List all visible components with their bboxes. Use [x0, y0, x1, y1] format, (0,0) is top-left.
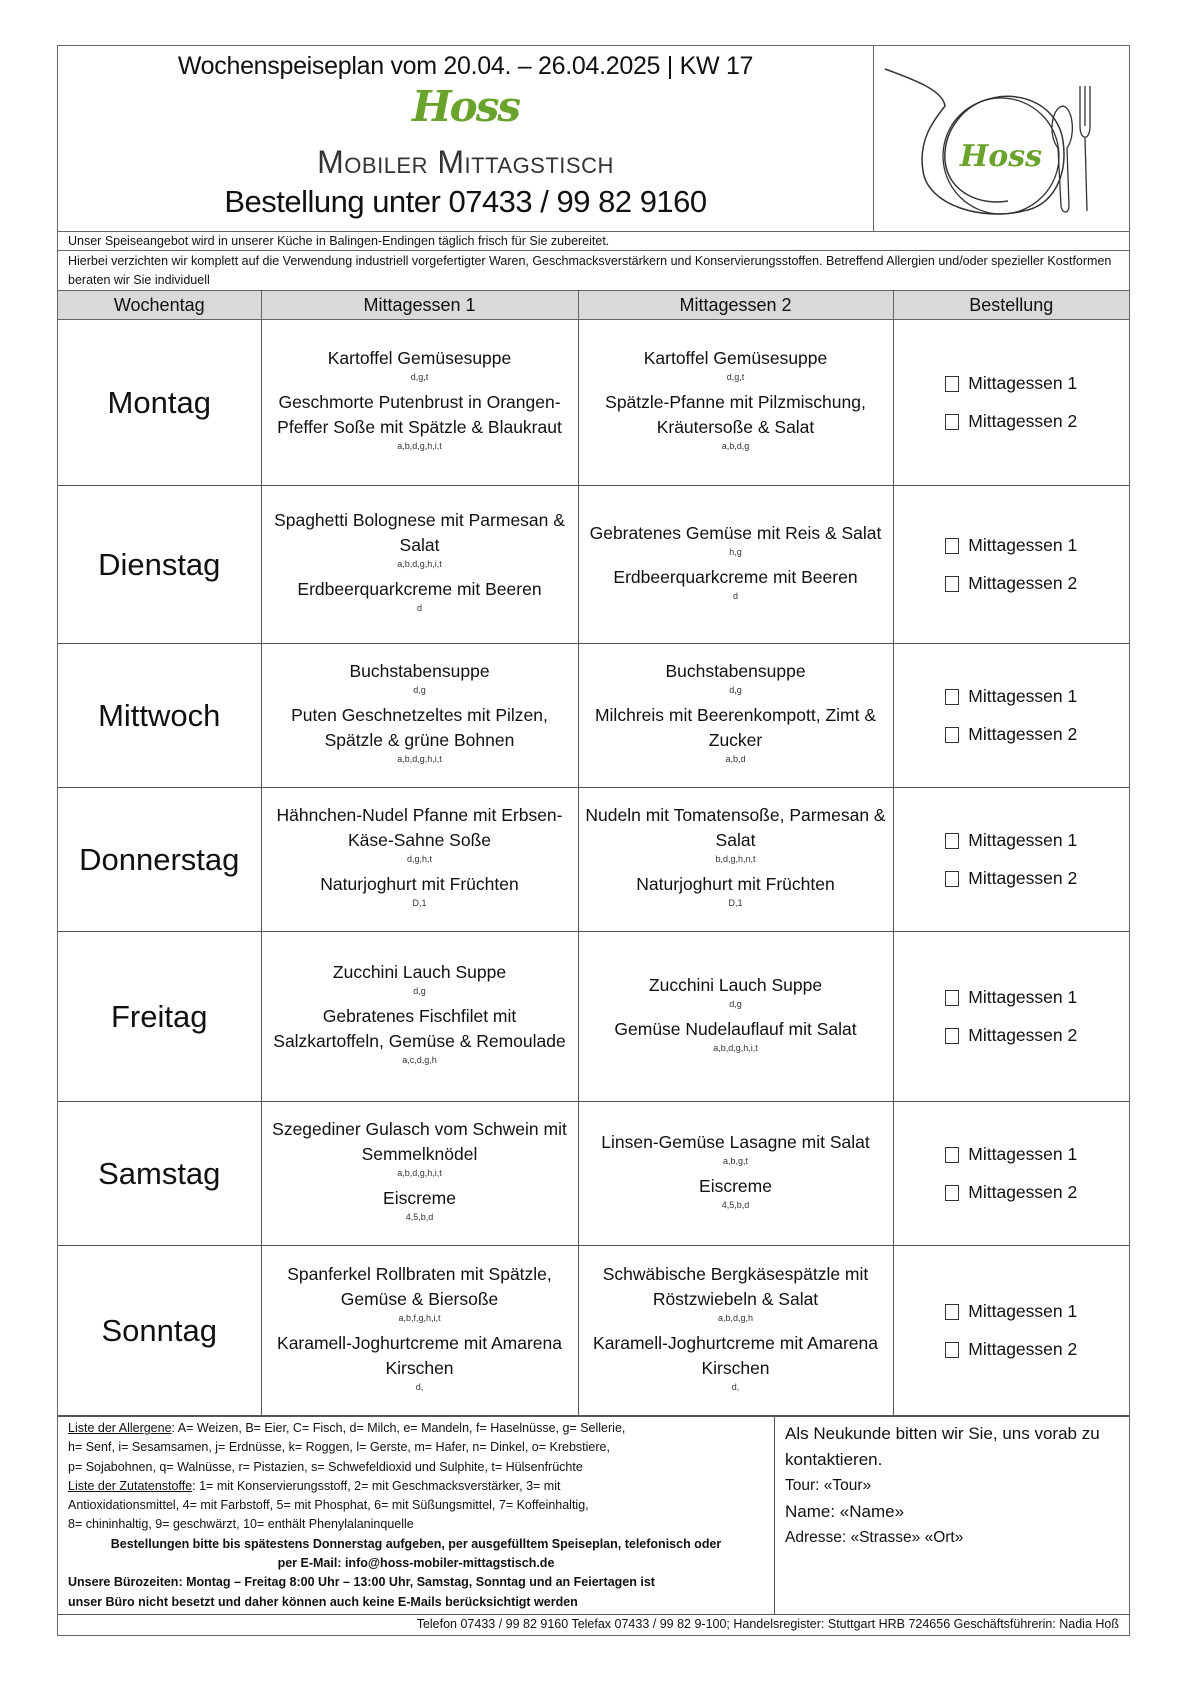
option-label: Mittagessen 2 [968, 724, 1078, 744]
dish-name: Naturjoghurt mit Früchten [636, 874, 835, 894]
option-label: Mittagessen 1 [968, 1301, 1078, 1321]
dish-name: Spätzle-Pfanne mit Pilzmischung, Kräutersoße & Salat [605, 392, 866, 437]
order-option-2[interactable] [900, 411, 1124, 432]
order-option-1[interactable] [900, 830, 1124, 851]
day-row [58, 644, 1129, 788]
allergen-codes: d,g [729, 998, 742, 1009]
meal-2-cell [578, 1102, 893, 1246]
allergen-codes: d, [415, 1381, 424, 1392]
dish-name: Eiscreme [383, 1188, 456, 1208]
header-text [58, 46, 874, 231]
checkbox[interactable] [945, 871, 959, 887]
meal-1-cell [261, 1246, 578, 1416]
order-option-2[interactable] [900, 1339, 1124, 1360]
checkbox[interactable] [945, 1147, 959, 1163]
order-option-1[interactable] [900, 1144, 1124, 1165]
allergen-codes: d,g,h,t [406, 854, 433, 864]
checkbox[interactable] [945, 990, 959, 1006]
dish-name: Buchstabensuppe [665, 661, 806, 681]
meal-2-cell [578, 932, 893, 1102]
option-label: Mittagessen 1 [968, 535, 1078, 555]
day-row [58, 1102, 1129, 1246]
order-cell [893, 1246, 1129, 1416]
day-row [58, 320, 1129, 486]
weekday-cell: Donnerstag [58, 788, 261, 932]
order-cell [893, 788, 1129, 932]
weekday-cell: Dienstag [58, 486, 261, 644]
checkbox[interactable] [945, 538, 959, 554]
allergen-codes: a,b,d,g,h [717, 1312, 754, 1323]
allergen-codes: a,b,d,g,h,i,t [397, 441, 442, 451]
checkbox[interactable] [945, 727, 959, 743]
allergen-codes: a,b,d,g [721, 441, 750, 451]
dish-name: Eiscreme [699, 1175, 772, 1196]
dish-name: Gemüse Nudelauflauf mit Salat [614, 1018, 857, 1039]
footer-notes [58, 1417, 775, 1614]
dish-name: Spaghetti Bolognese mit Parmesan & Salat [274, 510, 565, 555]
option-label: Mittagessen 2 [968, 1025, 1078, 1045]
option-label: Mittagessen 1 [968, 1144, 1078, 1164]
meal-1-cell [261, 932, 578, 1102]
allergen-codes: d, [731, 1381, 740, 1392]
logo-text: Hoss [959, 139, 1043, 174]
order-option-2[interactable] [900, 1025, 1124, 1046]
additive-text: Antioxidationsmittel, 4= mit Farbstoff, 5= mit Phosphat, 6= mit Süßungsmittel, 7= Koffeinhaltig, [68, 1498, 589, 1513]
meal-1-cell [261, 1102, 578, 1246]
meal-2-cell [578, 788, 893, 932]
office-hours: Unsere Bürozeiten: Montag – Freitag 8:00 Uhr – 13:00 Uhr, Samstag, Sonntag und an Feiertagen ist [68, 1575, 655, 1590]
tour-field: Tour: «Tour» [785, 1477, 872, 1494]
dish-name: Gebratenes Gemüse mit Reis & Salat [589, 522, 882, 543]
dish-name: Spanferkel Rollbraten mit Spätzle, Gemüse & Biersoße [287, 1263, 552, 1309]
allergen-codes: d,g,t [726, 372, 745, 382]
checkbox[interactable] [945, 1342, 959, 1358]
meal-1-cell [261, 486, 578, 644]
brand-logo: Hoss [412, 82, 519, 131]
dish-name: Gebratenes Fischfilet mit Salzkartoffeln, Gemüse & Remoulade [273, 1006, 566, 1051]
order-cell [893, 1102, 1129, 1246]
dish-name: Erdbeerquarkcreme mit Beeren [613, 566, 858, 587]
meal-2-cell [578, 644, 893, 788]
allergen-codes: a,b,d [725, 754, 746, 764]
weekday-cell: Sonntag [58, 1246, 261, 1416]
day-row [58, 1246, 1129, 1416]
additive-label: Liste der Zutatenstoffe [68, 1478, 193, 1493]
allergen-text: : A= Weizen, B= Eier, C= Fisch, d= Milch, e= Mandeln, f= Haselnüsse, g= Sellerie, [171, 1421, 626, 1435]
allergen-codes: a,c,d,g,h [402, 1055, 437, 1065]
dish-name: Puten Geschnetzeltes mit Pilzen, Spätzle & grüne Bohnen [291, 705, 548, 750]
dish-name: Naturjoghurt mit Früchten [320, 874, 519, 894]
customer-box [775, 1417, 1129, 1614]
dish-name: Kartoffel Gemüsesuppe [643, 348, 828, 368]
column-header-weekday: Wochentag [58, 291, 261, 320]
name-field: Name: «Name» [785, 1502, 905, 1521]
option-label: Mittagessen 2 [968, 573, 1078, 593]
order-option-1[interactable] [900, 987, 1124, 1008]
allergen-text: h= Senf, i= Sesamsamen, j= Erdnüsse, k= Roggen, l= Gerste, m= Hafer, n= Dinkel, o= Krebstiere, [68, 1440, 610, 1455]
menu-document [57, 45, 1130, 1636]
weekday-cell: Freitag [58, 932, 261, 1102]
allergen-codes: D,1 [412, 898, 427, 908]
order-note: Bestellungen bitte bis spätestens Donnerstag aufgeben, per ausgefülltem Speiseplan, telefonisch oder [110, 1536, 722, 1551]
column-header-meal-1: Mittagessen 1 [261, 291, 578, 320]
allergen-codes: 4,5,b,d [405, 1212, 434, 1222]
option-label: Mittagessen 1 [968, 373, 1078, 393]
dish-name: Geschmorte Putenbrust in Orangen-Pfeffer Soße mit Spätzle & Blaukraut [277, 392, 562, 437]
allergen-codes: b,d,g,h,n,t [715, 854, 756, 864]
dish-name: Karamell-Joghurtcreme mit Amarena Kirschen [593, 1332, 878, 1378]
checkbox[interactable] [945, 1028, 959, 1044]
dish-name: Buchstabensuppe [349, 661, 490, 681]
checkbox[interactable] [945, 1304, 959, 1320]
day-row [58, 788, 1129, 932]
allergen-codes: 4,5,b,d [721, 1199, 750, 1210]
order-phone: Bestellung unter 07433 / 99 82 9160 [224, 184, 707, 219]
dish-name: Hähnchen-Nudel Pfanne mit Erbsen-Käse-Sahne Soße [276, 805, 563, 850]
address-field: Adresse: «Strasse» «Ort» [785, 1529, 964, 1546]
menu-table [58, 291, 1129, 1416]
order-option-2[interactable] [900, 573, 1124, 594]
order-email: per E-Mail: info@hoss-mobiler-mittagstisch.de [277, 1556, 555, 1571]
checkbox[interactable] [945, 576, 959, 592]
option-label: Mittagessen 2 [968, 868, 1078, 888]
order-option-1[interactable] [900, 373, 1124, 394]
order-option-1[interactable] [900, 686, 1124, 707]
order-option-2[interactable] [900, 1182, 1124, 1203]
dish-name: Kartoffel Gemüsesuppe [327, 348, 512, 368]
allergen-codes: a,b,d,g,h,i,t [397, 559, 442, 569]
allergen-codes: h,g [729, 546, 742, 557]
option-label: Mittagessen 1 [968, 686, 1078, 706]
dish-name: Erdbeerquarkcreme mit Beeren [297, 579, 542, 599]
weekday-cell: Samstag [58, 1102, 261, 1246]
option-label: Mittagessen 1 [968, 830, 1078, 850]
meal-2-cell [578, 486, 893, 644]
dish-name: Milchreis mit Beerenkompott, Zimt & Zucker [594, 705, 877, 750]
checkbox[interactable] [945, 689, 959, 705]
order-cell [893, 932, 1129, 1102]
order-option-1[interactable] [900, 535, 1124, 556]
info-line: Hierbei verzichten wir komplett auf die Verwendung industriell vorgefertigter Waren, Geschmacksverstärkern und Konservierungsstoffen. Betreffend Allergien und/oder spezieller Kostformen beraten wir Sie individuell [58, 251, 1129, 291]
dish-name: Schwäbische Bergkäsespätzle mit Röstzwiebeln & Salat [602, 1263, 869, 1309]
allergen-codes: d,g [729, 685, 742, 695]
info-line: Unser Speiseangebot wird in unserer Küche in Balingen-Endingen täglich frisch für Sie zubereitet. [58, 232, 1129, 251]
allergen-codes: d [732, 590, 738, 601]
dish-name: Linsen-Gemüse Lasagne mit Salat [601, 1131, 870, 1152]
weekday-cell: Mittwoch [58, 644, 261, 788]
new-customer-note: Als Neukunde bitten wir Sie, uns vorab zu kontaktieren. [785, 1424, 1100, 1469]
day-row [58, 486, 1129, 644]
allergen-codes: a,b,d,g,h,i,t [397, 1168, 442, 1178]
checkbox[interactable] [945, 414, 959, 430]
meal-2-cell [578, 320, 893, 486]
plate-cutlery-icon [873, 46, 1128, 231]
checkbox[interactable] [945, 376, 959, 392]
allergen-codes: D,1 [728, 898, 743, 908]
additive-text: : 1= mit Konservierungsstoff, 2= mit Geschmacksverstärker, 3= mit [192, 1478, 561, 1493]
footer [58, 1416, 1129, 1614]
option-label: Mittagessen 2 [968, 1339, 1078, 1359]
meal-1-cell [261, 320, 578, 486]
allergen-codes: a,b,g,t [722, 1155, 749, 1166]
order-cell [893, 320, 1129, 486]
plate-logo [873, 46, 1129, 231]
allergen-codes: d [416, 603, 422, 613]
legal-line: Telefon 07433 / 99 82 9160 Telefax 07433 / 99 82 9-100; Handelsregister: Stuttgart HRB 724656 Geschäftsführerin: Nadia Hoß [58, 1614, 1129, 1635]
column-header-meal-2: Mittagessen 2 [578, 291, 893, 320]
brand-subtitle: Mobiler Mittagstisch [317, 144, 614, 180]
checkbox[interactable] [945, 1185, 959, 1201]
option-label: Mittagessen 2 [968, 411, 1078, 431]
order-option-2[interactable] [900, 868, 1124, 889]
order-option-1[interactable] [900, 1301, 1124, 1322]
allergen-text: p= Sojabohnen, q= Walnüsse, r= Pistazien, s= Schwefeldioxid und Sulphite, t= Hülsenfrüchte [68, 1459, 583, 1474]
day-row [58, 932, 1129, 1102]
order-cell [893, 644, 1129, 788]
additive-text: 8= chininhaltig, 9= geschwärzt, 10= enthält Phenylalaninquelle [68, 1517, 414, 1532]
meal-2-cell [578, 1246, 893, 1416]
allergen-codes: d,g,t [410, 372, 429, 382]
column-header-order: Bestellung [893, 291, 1129, 320]
allergen-codes: d,g [413, 986, 426, 996]
dish-name: Karamell-Joghurtcreme mit Amarena Kirschen [277, 1332, 562, 1378]
option-label: Mittagessen 1 [968, 987, 1078, 1007]
meal-1-cell [261, 644, 578, 788]
checkbox[interactable] [945, 833, 959, 849]
weekday-cell: Montag [58, 320, 261, 486]
office-hours: unser Büro nicht besetzt und daher können auch keine E-Mails berücksichtigt werden [68, 1594, 578, 1609]
header [58, 46, 1129, 232]
meal-1-cell [261, 788, 578, 932]
dish-name: Zucchini Lauch Suppe [332, 962, 507, 982]
order-cell [893, 486, 1129, 644]
allergen-codes: a,b,d,g,h,i,t [713, 1042, 758, 1053]
dish-name: Zucchini Lauch Suppe [648, 974, 823, 995]
dish-name: Nudeln mit Tomatensoße, Parmesan & Salat [585, 805, 886, 850]
dish-name: Szegediner Gulasch vom Schwein mit Semmelknödel [272, 1119, 567, 1164]
allergen-codes: d,g [413, 685, 426, 695]
allergen-codes: a,b,f,g,h,i,t [398, 1312, 441, 1323]
option-label: Mittagessen 2 [968, 1182, 1078, 1202]
page-title: Wochenspeiseplan vom 20.04. – 26.04.2025 | KW 17 [177, 52, 754, 80]
order-option-2[interactable] [900, 724, 1124, 745]
allergen-label: Liste der Allergene [68, 1421, 172, 1435]
allergen-codes: a,b,d,g,h,i,t [397, 754, 442, 764]
